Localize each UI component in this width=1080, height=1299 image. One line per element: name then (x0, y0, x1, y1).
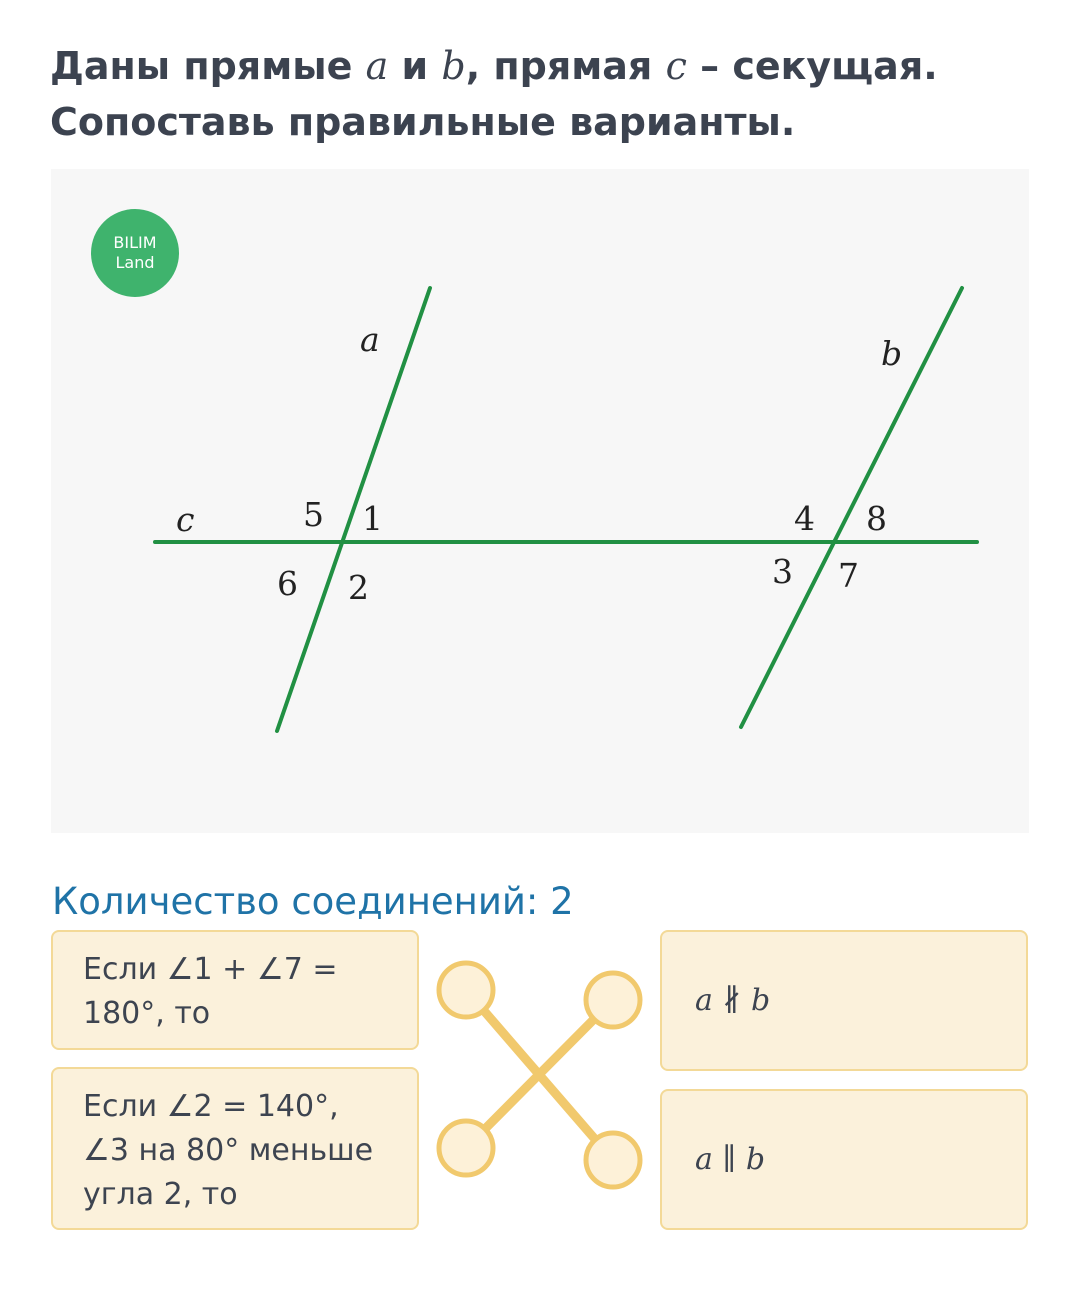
label-a: a (360, 320, 380, 359)
angle-5: 5 (303, 495, 324, 534)
label-c: c (176, 500, 195, 539)
left-option-1-text: Если ∠1 + ∠7 = 180°, то (83, 952, 338, 1031)
angle-7: 7 (838, 556, 859, 595)
angle-1: 1 (362, 499, 383, 538)
angle-2: 2 (348, 568, 369, 607)
angle-3: 3 (772, 552, 793, 591)
question-text-3: , прямая (465, 44, 666, 88)
question-line-1 (50, 38, 1040, 94)
logo-text-1: BILIM (113, 233, 157, 252)
var-a: a (365, 44, 389, 88)
question-line-2: Сопоставь правильные варианты. (50, 100, 796, 144)
left-option-2-text: Если ∠2 = 140°, ∠3 на 80° меньше угла 2, то (83, 1089, 374, 1212)
right-handle-1 (586, 973, 640, 1027)
question-text-4: – секущая. (686, 44, 938, 88)
angle-6: 6 (277, 564, 298, 603)
label-b: b (881, 334, 903, 373)
angle-8: 8 (866, 499, 887, 538)
question-text-1: Даны прямые (50, 44, 366, 88)
right-option-1-text: a ∦ b (695, 982, 771, 1018)
lines-diagram (51, 169, 1029, 833)
question-title (50, 38, 1040, 150)
angle-4: 4 (794, 499, 815, 538)
connections-count: Количество соединений: 2 (52, 880, 574, 923)
right-option-1[interactable] (660, 930, 1028, 1071)
left-option-1[interactable] (51, 930, 419, 1050)
line-b (741, 288, 962, 727)
right-option-2-text: a ∥ b (695, 1141, 766, 1177)
line-a (277, 288, 430, 731)
right-handle-2 (586, 1133, 640, 1187)
left-handle-1 (439, 963, 493, 1017)
left-handle-2 (439, 1121, 493, 1175)
left-option-2[interactable] (51, 1067, 419, 1230)
var-b: b (441, 44, 466, 88)
logo-text-2: Land (115, 253, 155, 272)
var-c: c (665, 44, 687, 88)
geometry-figure (51, 169, 1029, 833)
right-option-2[interactable] (660, 1089, 1028, 1230)
question-text-2: и (388, 44, 442, 88)
connection-lines[interactable] (430, 950, 650, 1200)
